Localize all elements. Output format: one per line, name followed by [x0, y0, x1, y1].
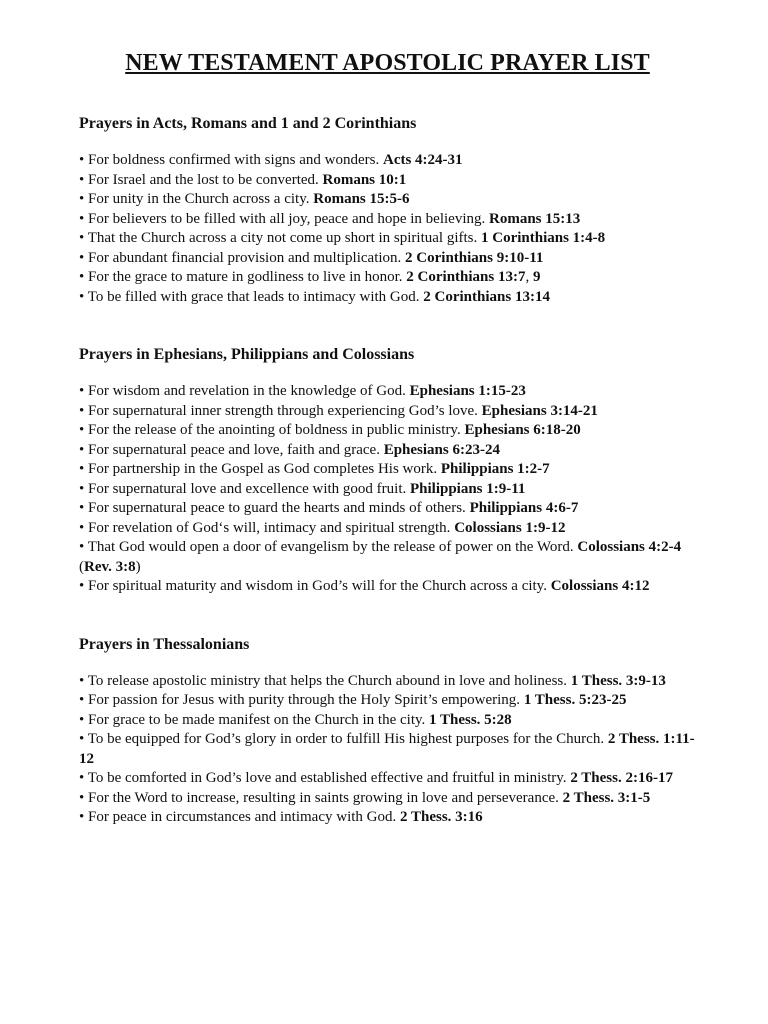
prayer-text: • For the grace to mature in godliness to live in honor. — [79, 269, 407, 285]
scripture-reference: 1 Thess. 3:9-13 — [570, 672, 666, 689]
prayer-text: • For the Word to increase, resulting in saints growing in love and perseverance. — [79, 789, 563, 806]
scripture-reference: Ephesians 1:15-23 — [409, 383, 526, 399]
prayer-item — [79, 789, 696, 809]
section-heading: Prayers in Acts, Romans and 1 and 2 Corinthians — [79, 115, 417, 132]
prayer-text: • For supernatural peace and love, faith and grace. — [79, 441, 384, 458]
scripture-reference: Colossians 4:12 — [550, 578, 650, 594]
prayer-item — [79, 402, 696, 422]
prayer-text: • For revelation of God‘s will, intimacy and spiritual strength. — [79, 519, 455, 536]
prayer-text: • For passion for Jesus with purity through the Holy Spirit’s empowering. — [79, 692, 524, 708]
prayer-text: • For unity in the Church across a city. — [79, 191, 314, 207]
prayer-list — [79, 672, 696, 828]
prayer-section — [79, 635, 696, 828]
prayer-item — [79, 229, 696, 249]
section-heading: Prayers in Thessalonians — [79, 635, 250, 653]
scripture-reference: 2 Thess. 3:16 — [400, 809, 483, 825]
prayer-item — [79, 190, 696, 210]
prayer-item — [79, 249, 696, 269]
scripture-reference: 1 Thess. 5:23-25 — [523, 692, 627, 708]
prayer-item — [79, 210, 696, 230]
scripture-reference: Philippians 1:2-7 — [440, 461, 550, 477]
prayer-item — [79, 691, 696, 711]
document-title: NEW TESTAMENT APOSTOLIC PRAYER LIST — [125, 50, 650, 76]
reference-separator: ( — [79, 558, 84, 575]
prayer-text: • That God would open a door of evangelism by the release of power on the Word. — [79, 539, 578, 555]
prayer-item — [79, 460, 696, 480]
prayer-item — [79, 577, 696, 597]
prayer-text: • For wisdom and revelation in the knowledge of God. — [79, 383, 410, 399]
prayer-text: • For partnership in the Gospel as God completes His work. — [79, 461, 441, 477]
prayer-text: • For believers to be filled with all joy, peace and hope in believing. — [79, 210, 489, 227]
scripture-reference: 2 Corinthians 9:10-11 — [405, 249, 544, 266]
scripture-reference: Philippians 4:6-7 — [469, 500, 579, 516]
prayer-text: • To be equipped for God’s glory in order to fulfill His highest purposes for the Church. — [79, 731, 608, 747]
reference-closing: ) — [135, 558, 141, 575]
prayer-item — [79, 421, 696, 441]
scripture-reference-secondary: 9 — [532, 269, 541, 285]
scripture-reference: Ephesians 6:23-24 — [383, 441, 500, 458]
prayer-text: • For boldness confirmed with signs and wonders. — [79, 152, 383, 168]
prayer-item — [79, 480, 696, 500]
scripture-reference: 2 Thess. 2:16-17 — [570, 770, 673, 786]
prayer-item — [79, 151, 696, 171]
scripture-reference: 2 Corinthians 13:14 — [423, 288, 550, 305]
prayer-text: • To release apostolic ministry that helps the Church abound in love and holiness. — [79, 672, 571, 689]
scripture-reference: Ephesians 3:14-21 — [481, 402, 598, 419]
prayer-item — [79, 171, 696, 191]
prayer-item — [79, 769, 696, 789]
prayer-item — [79, 288, 696, 308]
prayer-section — [79, 345, 696, 597]
prayer-text: • To be filled with grace that leads to intimacy with God. — [79, 288, 424, 305]
prayer-item — [79, 519, 696, 539]
prayer-text: • For spiritual maturity and wisdom in God’s will for the Church across a city. — [79, 578, 551, 594]
prayer-text: • For peace in circumstances and intimacy with God. — [79, 809, 400, 825]
sections-container — [79, 114, 696, 828]
prayer-item — [79, 730, 696, 769]
section-heading: Prayers in Ephesians, Philippians and Colossians — [79, 346, 415, 363]
prayer-list — [79, 151, 696, 307]
scripture-reference: Acts 4:24-31 — [382, 152, 463, 168]
prayer-item — [79, 382, 696, 402]
scripture-reference: Colossians 1:9-12 — [454, 519, 566, 536]
prayer-section — [79, 114, 696, 307]
prayer-text: • For abundant financial provision and multiplication. — [79, 249, 406, 266]
prayer-item — [79, 711, 696, 731]
scripture-reference-secondary: Rev. 3:8 — [84, 558, 136, 575]
prayer-text: • For supernatural love and excellence with good fruit. — [79, 480, 410, 497]
scripture-reference: Romans 10:1 — [322, 171, 407, 188]
prayer-item — [79, 808, 696, 828]
scripture-reference: 1 Thess. 5:28 — [429, 711, 512, 728]
scripture-reference: Romans 15:13 — [489, 210, 581, 227]
prayer-item — [79, 538, 696, 577]
prayer-list — [79, 382, 696, 597]
prayer-text: • For supernatural inner strength through experiencing God’s love. — [79, 402, 482, 419]
scripture-reference: 1 Corinthians 1:4-8 — [480, 230, 606, 246]
scripture-reference: Philippians 1:9-11 — [409, 480, 526, 497]
prayer-item — [79, 499, 696, 519]
prayer-text: • That the Church across a city not come up short in spiritual gifts. — [79, 230, 481, 246]
reference-separator: , — [525, 269, 533, 285]
scripture-reference: 2 Thess. 1:11-12 — [79, 731, 695, 767]
scripture-reference: Romans 15:5-6 — [313, 191, 410, 207]
prayer-item — [79, 672, 696, 692]
scripture-reference: 2 Corinthians 13:7 — [406, 269, 526, 285]
prayer-text: • For Israel and the lost to be converted. — [79, 171, 323, 188]
scripture-reference: 2 Thess. 3:1-5 — [562, 789, 651, 806]
scripture-reference: Ephesians 6:18-20 — [464, 422, 581, 438]
prayer-text: • To be comforted in God’s love and established effective and fruitful in ministry. — [79, 770, 571, 786]
prayer-text: • For supernatural peace to guard the hearts and minds of others. — [79, 500, 470, 516]
prayer-item — [79, 268, 696, 288]
prayer-text: • For grace to be made manifest on the Church in the city. — [79, 711, 430, 728]
scripture-reference: Colossians 4:2-4 — [577, 539, 682, 555]
prayer-item — [79, 441, 696, 461]
prayer-text: • For the release of the anointing of boldness in public ministry. — [79, 422, 465, 438]
